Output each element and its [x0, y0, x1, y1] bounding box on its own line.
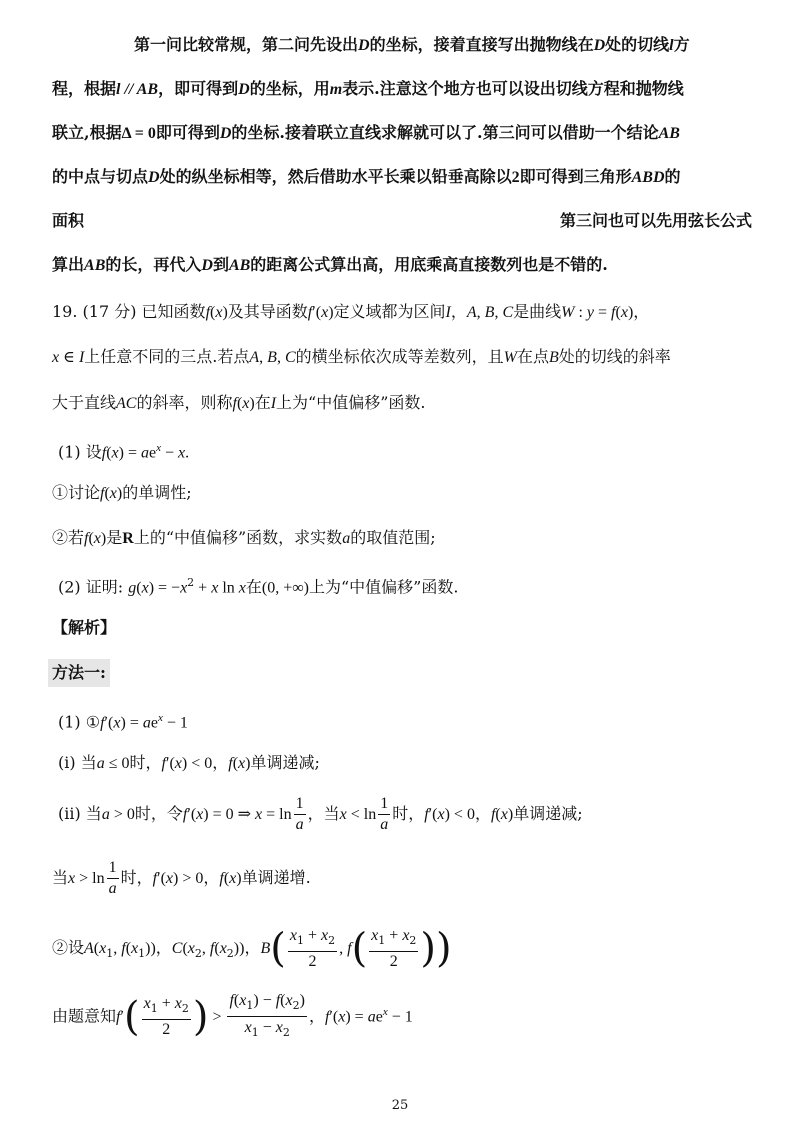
solution-case-i: (i) 当a ≤ 0时，f′(x) < 0，f(x)单调递减;	[58, 753, 320, 772]
question-19-line-2: x ∈ I上任意不同的三点.若点A, B, C的横坐标依次成等差数列，且W在点B处的切线的斜率	[52, 347, 671, 366]
intro-line-5: 面积 第三问也可以先用弦长公式	[52, 211, 752, 230]
question-19-part-2: (2) 证明: $g(x) = -x^2 + x$ ln x在(0, +∞)上为“中值偏移”函数.	[58, 576, 459, 597]
page-number: 25	[391, 1098, 409, 1113]
intro-line-6: 算出AB的长，再代入D到AB的距离公式算出高，用底乘高直接数列也是不错的.	[52, 255, 608, 274]
question-19-part-1: (1) 设$f(x) = ae^x - x$.	[58, 442, 190, 462]
question-19-part-1-ii: ②若f(x)是R上的“中值偏移”函数，求实数a的取值范围;	[52, 528, 436, 547]
solution-1-derivative: (1) ①f′(x) = $ae^x - 1$	[58, 712, 188, 732]
intro-line-1: 第一问比较常规，第二问先设出D的坐标，接着直接写出抛物线在D处的切线l方	[134, 35, 690, 54]
solution-header: 【解析】	[52, 618, 117, 637]
question-19-line-3: 大于直线AC的斜率，则称f(x)在I上为“中值偏移”函数.	[52, 393, 426, 412]
question-19-part-1-i: ①讨论f(x)的单调性;	[52, 483, 192, 502]
intro-line-4: 的中点与切点D处的纵坐标相等，然后借助水平长乘以铅垂高除以2即可得到三角形ABD的	[52, 167, 681, 186]
intro-line-3: 联立,根据Δ = 0即可得到D的坐标.接着联立直线求解就可以了.第三问可以借助一个结论AB	[52, 123, 680, 142]
solution-case-ii: (ii) 当a > 0时，令f′(x) = 0 ⇒ x = ln $\frac{1}{a}$ ，当x < ln $\frac{1}{a}$ 时，f′(x) < 0，f(x)单调递减;	[58, 795, 583, 833]
method-heading: 方法一:	[48, 659, 752, 687]
solution-part-1-ii-setup: ②设$A(x_1$, $f(x_1)$)，$C(x_2$, $f(x_2)$)，B( $\frac{x_1 + x_2}{2}$ , f( $\frac{x_1 + x_2}{2}$ ))	[52, 925, 452, 972]
solution-part-1-ii-condition: 由题意知f′( $\frac{x_1 + x_2}{2}$ ) > $\frac{f(x_1) - f(x_2)}{x_1 - x_2}$ ，$f'(x) = ae^x - 1$	[52, 992, 413, 1040]
question-19-line-1: 19. (17 分) 已知函数f(x)及其导函数f′(x)定义域都为区间I，A, B, C是曲线W : y = f(x)，	[52, 302, 650, 321]
intro-line-2: 程，根据l // AB，即可得到D的坐标，用m表示.注意这个地方也可以设出切线方程和抛物线	[52, 79, 684, 98]
solution-case-ii-cont: 当x > ln $\frac{1}{a}$ 时，f′(x) > 0，f(x)单调递增.	[52, 859, 311, 897]
